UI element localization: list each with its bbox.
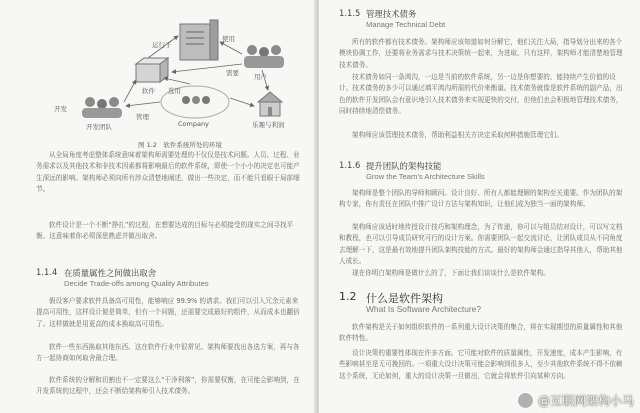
diagram-label-software: 软件 xyxy=(142,87,155,95)
diagram-graphic xyxy=(40,6,304,134)
joy-and-profit-icon xyxy=(258,92,282,116)
diagram-label-user: 用户 xyxy=(254,73,267,81)
software-box-icon xyxy=(136,58,168,82)
section-1-2-subtitle: What Is Software Architecture? xyxy=(366,304,481,314)
server-icon xyxy=(180,20,218,60)
section-1-1-6-paragraph-1: 架构师是整个团队的导师和顾问。设计良好、所有人都能理解的架构至关重要。作为团队的架构专家，你有责任在团队中推广设计方法与架构知识，让他们成为独当一面的架构师。 xyxy=(339,189,623,209)
section-1-1-4-number: 1.1.4 xyxy=(36,267,58,277)
watermark-text: @互联网架构小马 xyxy=(537,394,634,408)
section-1-1-4-subtitle: Decide Trade-offs among Quality Attributes xyxy=(64,279,209,288)
watermark xyxy=(517,392,634,409)
section-1-1-4-paragraph-3: 软件系统的分解和切割也不一定要这么“干净利落”，你需要权衡，在可能会影响到，在开发系统的过程中，还会不断给架构师引入技术债务。 xyxy=(36,376,300,396)
watermark-logo-icon xyxy=(517,392,534,409)
section-1-1-5-number: 1.1.5 xyxy=(339,8,361,18)
section-1-2-title: 什么是软件架构 xyxy=(366,292,443,305)
section-1-2-number: 1.2 xyxy=(339,290,357,303)
section-1-1-4-paragraph-1: 假设客户要求软件具备高可用性，能够响应 99.9% 的请求。我们可以引入冗余元素来提高可用性，这样设计便是简单，但有一个问题，还需要完成最好的组件，从而成本也翻倍了。这样做就是用更高的成本换取高可用性。 xyxy=(36,297,300,328)
diagram-label-use: 使用 xyxy=(222,35,235,43)
diagram-label-need: 需要 xyxy=(226,69,239,77)
section-1-1-4-title: 在质量属性之间做出取舍 xyxy=(64,268,157,278)
section-1-1-5-paragraph-2: 技术债务如同一条鸿沟，一边是当前的软件系统，另一边是你想要的、能持续产生价值的设计。技术债务的多少可以通过填平鸿沟所需的代价来衡量。技术债务就像是软件系统的副产品，出色的软件开发团队会有意识地引入技术债务来实现更快的交付，但他们也会积极地管理技术债务，同时持续地清偿债务。 xyxy=(339,73,623,116)
section-1-1-6-number: 1.1.6 xyxy=(339,160,361,170)
section-1-1-6-paragraph-2: 架构师应该适时地传授设计技巧和架构理念，为了传递，你可以与组员结对设计，可以写文档和教程，也可以引导成员研究可行的设计方案。你需要团队一起交流讨论，让团队成员从不同角度去理解一下，这是最有效地提升团队架构技能的方式。最好的架构师会通过指导其他人，帮助其他人成长。 xyxy=(339,223,623,266)
diagram-label-dev-team: 开发团队 xyxy=(86,123,112,131)
section-1-1-5-paragraph-1: 所有的软件都有技术债务。架构师应该知道如何分解它，他们关注大局，指导划分出来的各个模块协调工作，还要将业务需求与技术决策统一起来，为进取，只有这样，架构师才能清楚地管理技术债务。 xyxy=(339,38,623,69)
section-1-1-5-subtitle: Manage Technical Debt xyxy=(366,20,446,29)
section-1-1-4-paragraph-2: 软件一些东西换取其他东西。这在软件行业中很常见。架构师要找出各选方案，再与各方一起协商如何取舍最合理。 xyxy=(36,343,300,363)
software-environment-diagram xyxy=(40,6,304,134)
diagram-label-joy-profit: 乐趣与利润 xyxy=(252,121,285,129)
dev-team-icon xyxy=(82,97,122,118)
section-1-1-6-title: 提升团队的架构技能 xyxy=(366,161,442,171)
section-1-2-paragraph-2: 设计决策的重要性体现在许多方面。它可能对软件的质量属性，开发速度，成本产生影响，有些影响甚至是无可挽回的。一项重大设计决策可能会影响到很多人，至少其他软件系统不得不依赖这个系统，无论如何，重大的设计决策一旦做出，它就会将软件引向某种方向。 xyxy=(339,349,623,380)
diagram-label-run: 运行于 xyxy=(152,41,172,49)
section-1-1-6-paragraph-3: 现在你明白架构师是做什么的了，下面让我们谈谈什么是软件架构。 xyxy=(352,269,550,277)
section-1-1-5-paragraph-3: 架构师应该管理技术债务，帮助利益相关方决定采取何种措施管理它们。 xyxy=(352,131,563,139)
intro-paragraph-2: 软件设计是一个不断“挣扎”的过程，在想要达成的目标与必须接受的现实之间寻找平衡。这意味着你必须深思熟虑并做出取舍。 xyxy=(36,221,294,241)
diagram-label-select: 选用 xyxy=(168,87,181,95)
right-page xyxy=(319,0,640,413)
diagram-label-develop: 开发 xyxy=(54,105,67,113)
left-page xyxy=(0,0,316,413)
diagram-label-manage: 管理 xyxy=(136,113,149,121)
section-1-2-paragraph-1: 软件架构是关于如何组织软件的一系列重大设计决策的集合，将在实现期望的质量属性和其他软件特性。 xyxy=(339,323,623,343)
section-1-1-6-subtitle: Grow the Team’s Architecture Skills xyxy=(366,172,485,181)
section-1-1-5-title: 管理技术债务 xyxy=(366,9,417,19)
figure-caption: 图 1.2 软件系统所处的环境 xyxy=(138,141,222,149)
diagram-label-company: Company xyxy=(178,120,209,128)
intro-paragraph-1: 从全局角度考虑整体系统意味着架构师需要处理的不仅仅是技术问题。人员、过程、业务需求以及其他技术和非技术因素都将影响最后的软件系统，即使一个小小的决定也可能产生深远的影响。架构师必须向所有涉众清楚地阐述，做出一些决定，而不能只看眼于局部细节。 xyxy=(36,151,300,194)
users-icon xyxy=(244,45,284,68)
